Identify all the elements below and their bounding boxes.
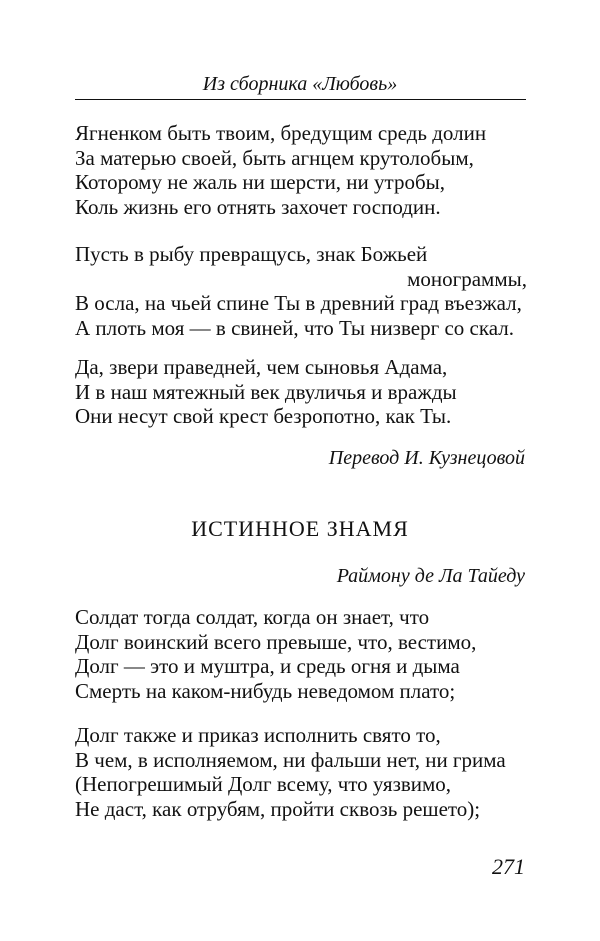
verse-line: В осла, на чьей спине Ты в древний град въезжал, — [75, 291, 522, 315]
verse-line: В чем, в исполняемом, ни фальши нет, ни грима — [75, 747, 506, 772]
verse-line-continuation: монограммы, — [407, 266, 527, 291]
verse-line: Которому не жаль ни шерсти, ни утробы, — [75, 170, 446, 194]
verse-line: Пусть в рыбу превращусь, знак Божьей — [75, 242, 428, 266]
verse-line: За матерью своей, быть агнцем крутолобым, — [75, 145, 474, 170]
verse-line: Ягненком быть твоим, бредущим средь долин — [75, 121, 487, 145]
verse-line: Они несут свой крест безропотно, как Ты. — [75, 404, 452, 428]
verse-line: Долг также и приказ исполнить свято то, — [75, 723, 441, 747]
verse-line: Долг — это и муштра, и средь огня и дыма — [75, 654, 460, 678]
verse-line: Солдат тогда солдат, когда он знает, что — [75, 605, 430, 629]
translator-credit: Перевод И. Кузнецовой — [328, 447, 525, 469]
page-number: 271 — [492, 854, 525, 879]
verse-line: Коль жизнь его отнять захочет господин. — [75, 194, 441, 219]
verse-line: А плоть моя — в свиней, что Ты низверг со скал. — [75, 315, 514, 340]
verse-line: Смерть на каком-нибудь неведомом плато; — [75, 678, 456, 703]
poem1-stanza-2 — [75, 242, 527, 340]
dedication: Раймону де Ла Тайеду — [336, 565, 525, 587]
running-header: Из сборника «Любовь» — [202, 73, 398, 95]
verse-line: Долг воинский всего превыше, что, вестимо, — [75, 629, 477, 654]
verse-line: Не даст, как отрубям, пройти сквозь решето); — [75, 796, 481, 821]
verse-line: Да, звери праведней, чем сыновья Адама, — [75, 355, 448, 379]
poem1-stanza-3 — [75, 355, 527, 429]
poem1-stanza-1 — [75, 121, 527, 219]
header-rule — [75, 99, 526, 100]
poem2-stanza-1 — [75, 605, 527, 703]
poem-title: ИСТИННОЕ ЗНАМЯ — [191, 516, 409, 541]
verse-line: (Непогрешимый Долг всему, что уязвимо, — [75, 772, 452, 796]
verse-line: И в наш мятежный век двуличья и вражды — [75, 379, 457, 404]
poem2-stanza-2 — [75, 723, 527, 821]
